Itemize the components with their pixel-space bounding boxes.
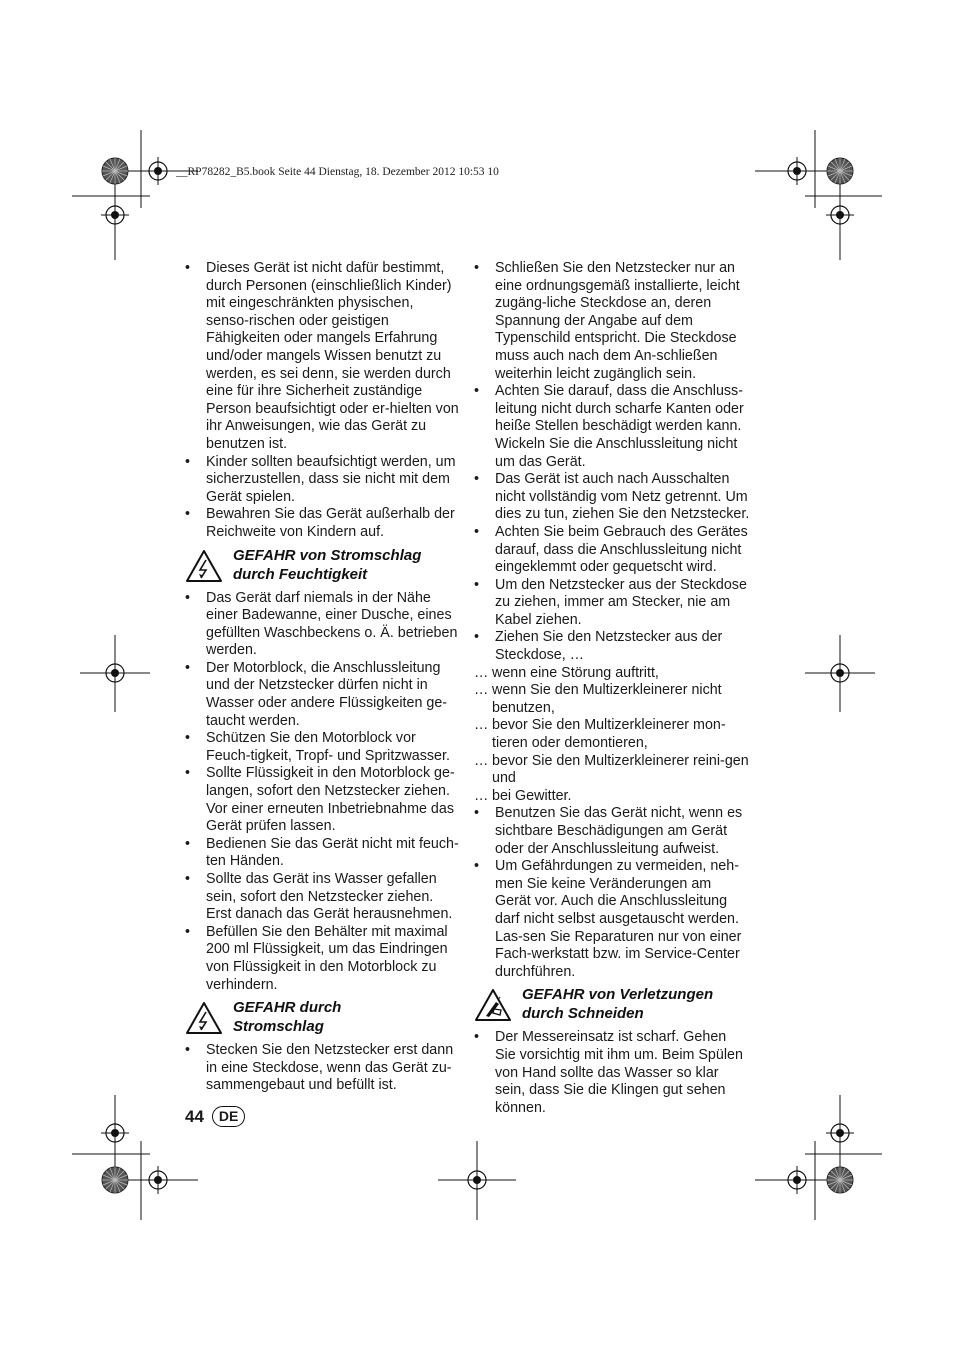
list-item: • Der Motorblock, die Anschlussleitung und der Netzstecker dürfen nicht in Wasser oder andere Flüssigkeiten ge-taucht werden. <box>185 660 460 730</box>
warning-heading-moisture <box>185 546 460 586</box>
cut-hazard-icon <box>474 988 512 1022</box>
sub-list-item: … bei Gewitter. <box>474 788 750 806</box>
list-item: • Achten Sie darauf, dass die Anschluss-leitung nicht durch scharfe Kanten oder heiße Stellen beschädigt werden kann. Wickeln Sie die Anschlussleitung nicht um das Gerät. <box>474 383 750 471</box>
warning-title: Stromschlag <box>233 1018 324 1036</box>
sub-list-item: … wenn Sie den Multizerkleinerer nicht benutzen, <box>474 682 750 717</box>
print-file-header: __RP78282_B5.book Seite 44 Dienstag, 18. Dezember 2012 10:53 10 <box>176 166 499 178</box>
unplug-intro: Ziehen Sie den Netzstecker aus der Steckdose, … <box>495 629 723 664</box>
list-item <box>474 629 750 805</box>
language-badge: DE <box>212 1106 245 1127</box>
list-item: • Dieses Gerät ist nicht dafür bestimmt, durch Personen (einschließlich Kinder) mit eingeschränkten physischen, senso-rischen oder geistigen Fähigkeiten oder mangels Erfahrung und/oder mangels Wissen benutzt zu werden, es sei denn, sie werden durch eine für ihre Sicherheit zuständige Person beaufsichtigt oder er-hielten von ihr Anweisungen, wie das Gerät zu benutzen ist. <box>185 260 460 454</box>
list-item: • Um Gefährdungen zu vermeiden, neh-men Sie keine Veränderungen am Gerät vor. Auch die Anschlussleitung darf nicht selbst ausgetauscht werden. Las-sen Sie Reparaturen nur von einer Fach-werkstatt bzw. im Service-Center durchführen. <box>474 858 750 981</box>
warning-title: GEFAHR durch <box>233 999 342 1017</box>
unplug-sub-list <box>474 665 750 806</box>
warning-heading-cut <box>474 985 750 1025</box>
list-item: • Kinder sollten beaufsichtigt werden, um sicherzustellen, dass sie nicht mit dem Gerät spielen. <box>185 454 460 507</box>
list-item: • Achten Sie beim Gebrauch des Gerätes darauf, dass die Anschlussleitung nicht eingeklemmt oder gequetscht wird. <box>474 524 750 577</box>
cut-list <box>474 1029 750 1117</box>
sub-list-item: … bevor Sie den Multizerkleinerer mon-tieren oder demontieren, <box>474 717 750 752</box>
list-item: • Schützen Sie den Motorblock vor Feuch-tigkeit, Tropf- und Spritzwasser. <box>185 730 460 765</box>
list-item: • Schließen Sie den Netzstecker nur an eine ordnungsgemäß installierte, leicht zugäng-liche Steckdose an, deren Spannung der Angabe auf dem Typenschild entspricht. Die Steckdose muss auch nach dem An-schließen weiterhin leicht zugänglich sein. <box>474 260 750 383</box>
electric-hazard-icon <box>185 549 223 583</box>
mains-list <box>474 260 750 981</box>
warning-title: GEFAHR von Stromschlag <box>233 546 422 564</box>
list-item: • Bewahren Sie das Gerät außerhalb der Reichweite von Kindern auf. <box>185 506 460 541</box>
left-column <box>185 260 460 1095</box>
list-item: • Benutzen Sie das Gerät nicht, wenn es sichtbare Beschädigungen am Gerät oder der Anschlussleitung aufweist. <box>474 805 750 858</box>
moisture-list <box>185 590 460 995</box>
sub-list-item: … bevor Sie den Multizerkleinerer reini-gen und <box>474 753 750 788</box>
list-item: • Sollte Flüssigkeit in den Motorblock ge-langen, sofort den Netzstecker ziehen. Vor einer erneuten Inbetriebnahme das Gerät prüfen lassen. <box>185 765 460 835</box>
list-item: • Stecken Sie den Netzstecker erst dann in eine Steckdose, wenn das Gerät zu-sammengebaut und befüllt ist. <box>185 1042 460 1095</box>
list-item: • Der Messereinsatz ist scharf. Gehen Sie vorsichtig mit ihm um. Beim Spülen von Hand sollte das Wasser so klar sein, dass Sie die Klingen gut sehen können. <box>474 1029 750 1117</box>
sub-list-item: … wenn eine Störung auftritt, <box>474 665 750 683</box>
list-item: • Um den Netzstecker aus der Steckdose zu ziehen, immer am Stecker, nie am Kabel ziehen. <box>474 577 750 630</box>
electric-hazard-icon <box>185 1001 223 1035</box>
list-item: • Das Gerät ist auch nach Ausschalten nicht vollständig vom Netz getrennt. Um dies zu tun, ziehen Sie den Netzstecker. <box>474 471 750 524</box>
list-item: • Sollte das Gerät ins Wasser gefallen sein, sofort den Netzstecker ziehen. Erst danach das Gerät herausnehmen. <box>185 871 460 924</box>
right-column <box>474 260 750 1117</box>
page-footer <box>185 1106 245 1127</box>
warning-title: durch Feuchtigkeit <box>233 565 368 583</box>
intro-list <box>185 260 460 542</box>
list-item: • Befüllen Sie den Behälter mit maximal 200 ml Flüssigkeit, um das Eindringen von Flüssigkeit in den Motorblock zu verhindern. <box>185 924 460 994</box>
shock-list <box>185 1042 460 1095</box>
warning-title: GEFAHR von Verletzungen <box>522 986 714 1004</box>
page-number: 44 <box>185 1106 204 1126</box>
list-item: • Bedienen Sie das Gerät nicht mit feuch-ten Händen. <box>185 836 460 871</box>
warning-heading-shock <box>185 998 460 1038</box>
warning-title: durch Schneiden <box>522 1005 644 1023</box>
list-item: • Das Gerät darf niemals in der Nähe einer Badewanne, einer Dusche, eines gefüllten Waschbeckens o. Ä. betrieben werden. <box>185 590 460 660</box>
